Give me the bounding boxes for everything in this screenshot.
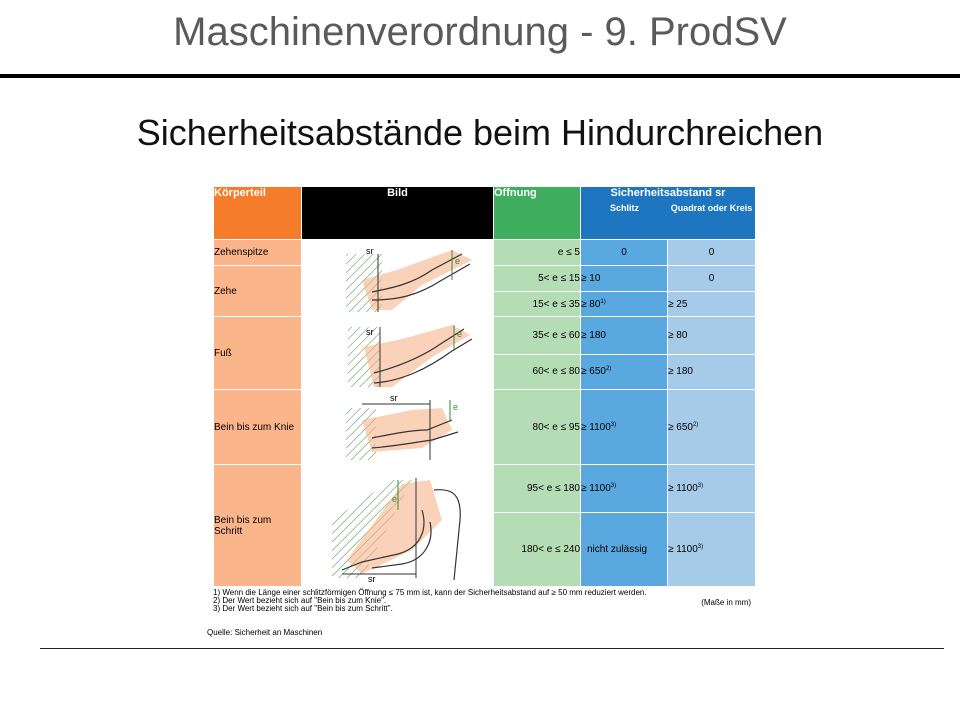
slot-cell bbox=[581, 354, 668, 390]
square-value: ≥ 650 bbox=[668, 421, 693, 433]
figure-leg-knee bbox=[302, 390, 494, 465]
title-divider bbox=[0, 74, 960, 78]
square-cell bbox=[668, 465, 756, 513]
e-label: e bbox=[392, 493, 398, 504]
square-cell bbox=[668, 513, 756, 587]
square-cell bbox=[668, 390, 756, 465]
header-safety-distance-label: Sicherheitsabstand sr bbox=[610, 187, 726, 199]
footnote-ref: 2) bbox=[692, 421, 699, 428]
figure-leg-crotch bbox=[302, 465, 494, 587]
footnotes bbox=[213, 589, 755, 613]
body-part-foot: Fuß bbox=[214, 317, 302, 390]
header-slot: Schlitz bbox=[609, 203, 639, 213]
square-cell: 0 bbox=[668, 240, 756, 266]
sr-label: sr bbox=[366, 246, 374, 256]
slot-value: ≥ 80 bbox=[581, 298, 601, 310]
slot-value: ≥ 1100 bbox=[581, 483, 611, 494]
square-cell: ≥ 80 bbox=[668, 317, 756, 355]
header-safety-distance bbox=[581, 187, 756, 240]
e-label: e bbox=[455, 256, 461, 266]
footnote-ref: 1) bbox=[600, 298, 606, 305]
footnote-ref: 2) bbox=[605, 366, 612, 373]
table-row bbox=[214, 465, 756, 513]
slot-cell: nicht zulässig bbox=[581, 513, 668, 587]
opening-cell: 35< e ≤ 60 bbox=[494, 317, 581, 355]
opening-cell: 15< e ≤ 35 bbox=[494, 292, 581, 317]
header-opening: Öffnung bbox=[494, 187, 581, 240]
e-label: e bbox=[457, 329, 463, 339]
opening-cell: 95< e ≤ 180 bbox=[494, 465, 581, 513]
footnote-1: 1) Wenn die Länge einer schlitzförmigen Öffnung ≤ 75 mm ist, kann der Sicherheitsabstand auf ≥ 50 mm reduziert werden. bbox=[213, 588, 647, 597]
opening-cell: 60< e ≤ 80 bbox=[494, 354, 581, 390]
body-part-leg-crotch: Bein bis zum Schritt bbox=[214, 465, 302, 587]
figure-foot bbox=[302, 317, 494, 390]
body-part-leg-knee: Bein bis zum Knie bbox=[214, 390, 302, 465]
opening-cell: 80< e ≤ 95 bbox=[494, 390, 581, 465]
table-row bbox=[214, 240, 756, 266]
sr-label: sr bbox=[366, 327, 374, 337]
leg-knee-figure bbox=[302, 390, 492, 464]
slot-cell: ≥ 180 bbox=[581, 317, 668, 355]
square-cell: ≥ 180 bbox=[668, 354, 756, 390]
footnote-ref: 3) bbox=[697, 483, 704, 489]
toe-figure bbox=[302, 240, 492, 316]
slot-cell bbox=[581, 390, 668, 465]
opening-cell: e ≤ 5 bbox=[494, 240, 581, 266]
unit-note: (Maße in mm) bbox=[701, 598, 751, 607]
header-body-part: Körperteil bbox=[214, 187, 302, 240]
footnote-ref: 3) bbox=[697, 544, 704, 550]
square-cell: 0 bbox=[668, 266, 756, 292]
body-part-toe-tip: Zehenspitze bbox=[214, 240, 302, 266]
slot-value: ≥ 1100 bbox=[581, 421, 611, 433]
footnote-ref: 3) bbox=[610, 421, 617, 428]
footnote-2: 2) Der Wert bezieht sich auf "Bein bis zum Knie". bbox=[213, 596, 387, 605]
table-row bbox=[214, 317, 756, 355]
square-value: ≥ 1100 bbox=[668, 544, 698, 555]
safety-distance-table bbox=[213, 186, 755, 613]
opening-cell: 180< e ≤ 240 bbox=[494, 513, 581, 587]
slot-value: ≥ 650 bbox=[581, 366, 606, 378]
footnote-ref: 3) bbox=[610, 483, 617, 489]
e-label: e bbox=[453, 402, 459, 412]
header-square: Quadrat oder Kreis bbox=[670, 203, 753, 213]
page-title: Maschinenverordnung - 9. ProdSV bbox=[173, 10, 787, 54]
slot-cell bbox=[581, 292, 668, 317]
sr-label: sr bbox=[390, 393, 398, 403]
footnote-3: 3) Der Wert bezieht sich auf "Bein bis zum Schritt". bbox=[213, 604, 393, 613]
page-subtitle: Sicherheitsabstände beim Hindurchreichen bbox=[136, 112, 824, 153]
slot-cell: ≥ 10 bbox=[581, 266, 668, 292]
figure-toe bbox=[302, 240, 494, 317]
slot-cell bbox=[581, 465, 668, 513]
source-note: Quelle: Sicherheit an Maschinen bbox=[207, 628, 323, 637]
sr-label: sr bbox=[368, 573, 376, 582]
slot-cell: 0 bbox=[581, 240, 668, 266]
foot-figure bbox=[302, 317, 492, 389]
body-part-toe: Zehe bbox=[214, 266, 302, 317]
header-image: Bild bbox=[302, 187, 494, 240]
bottom-divider bbox=[40, 648, 944, 649]
square-value: ≥ 1100 bbox=[668, 483, 698, 494]
square-cell: ≥ 25 bbox=[668, 292, 756, 317]
leg-crotch-figure bbox=[302, 470, 492, 582]
table-row bbox=[214, 390, 756, 465]
opening-cell: 5< e ≤ 15 bbox=[494, 266, 581, 292]
